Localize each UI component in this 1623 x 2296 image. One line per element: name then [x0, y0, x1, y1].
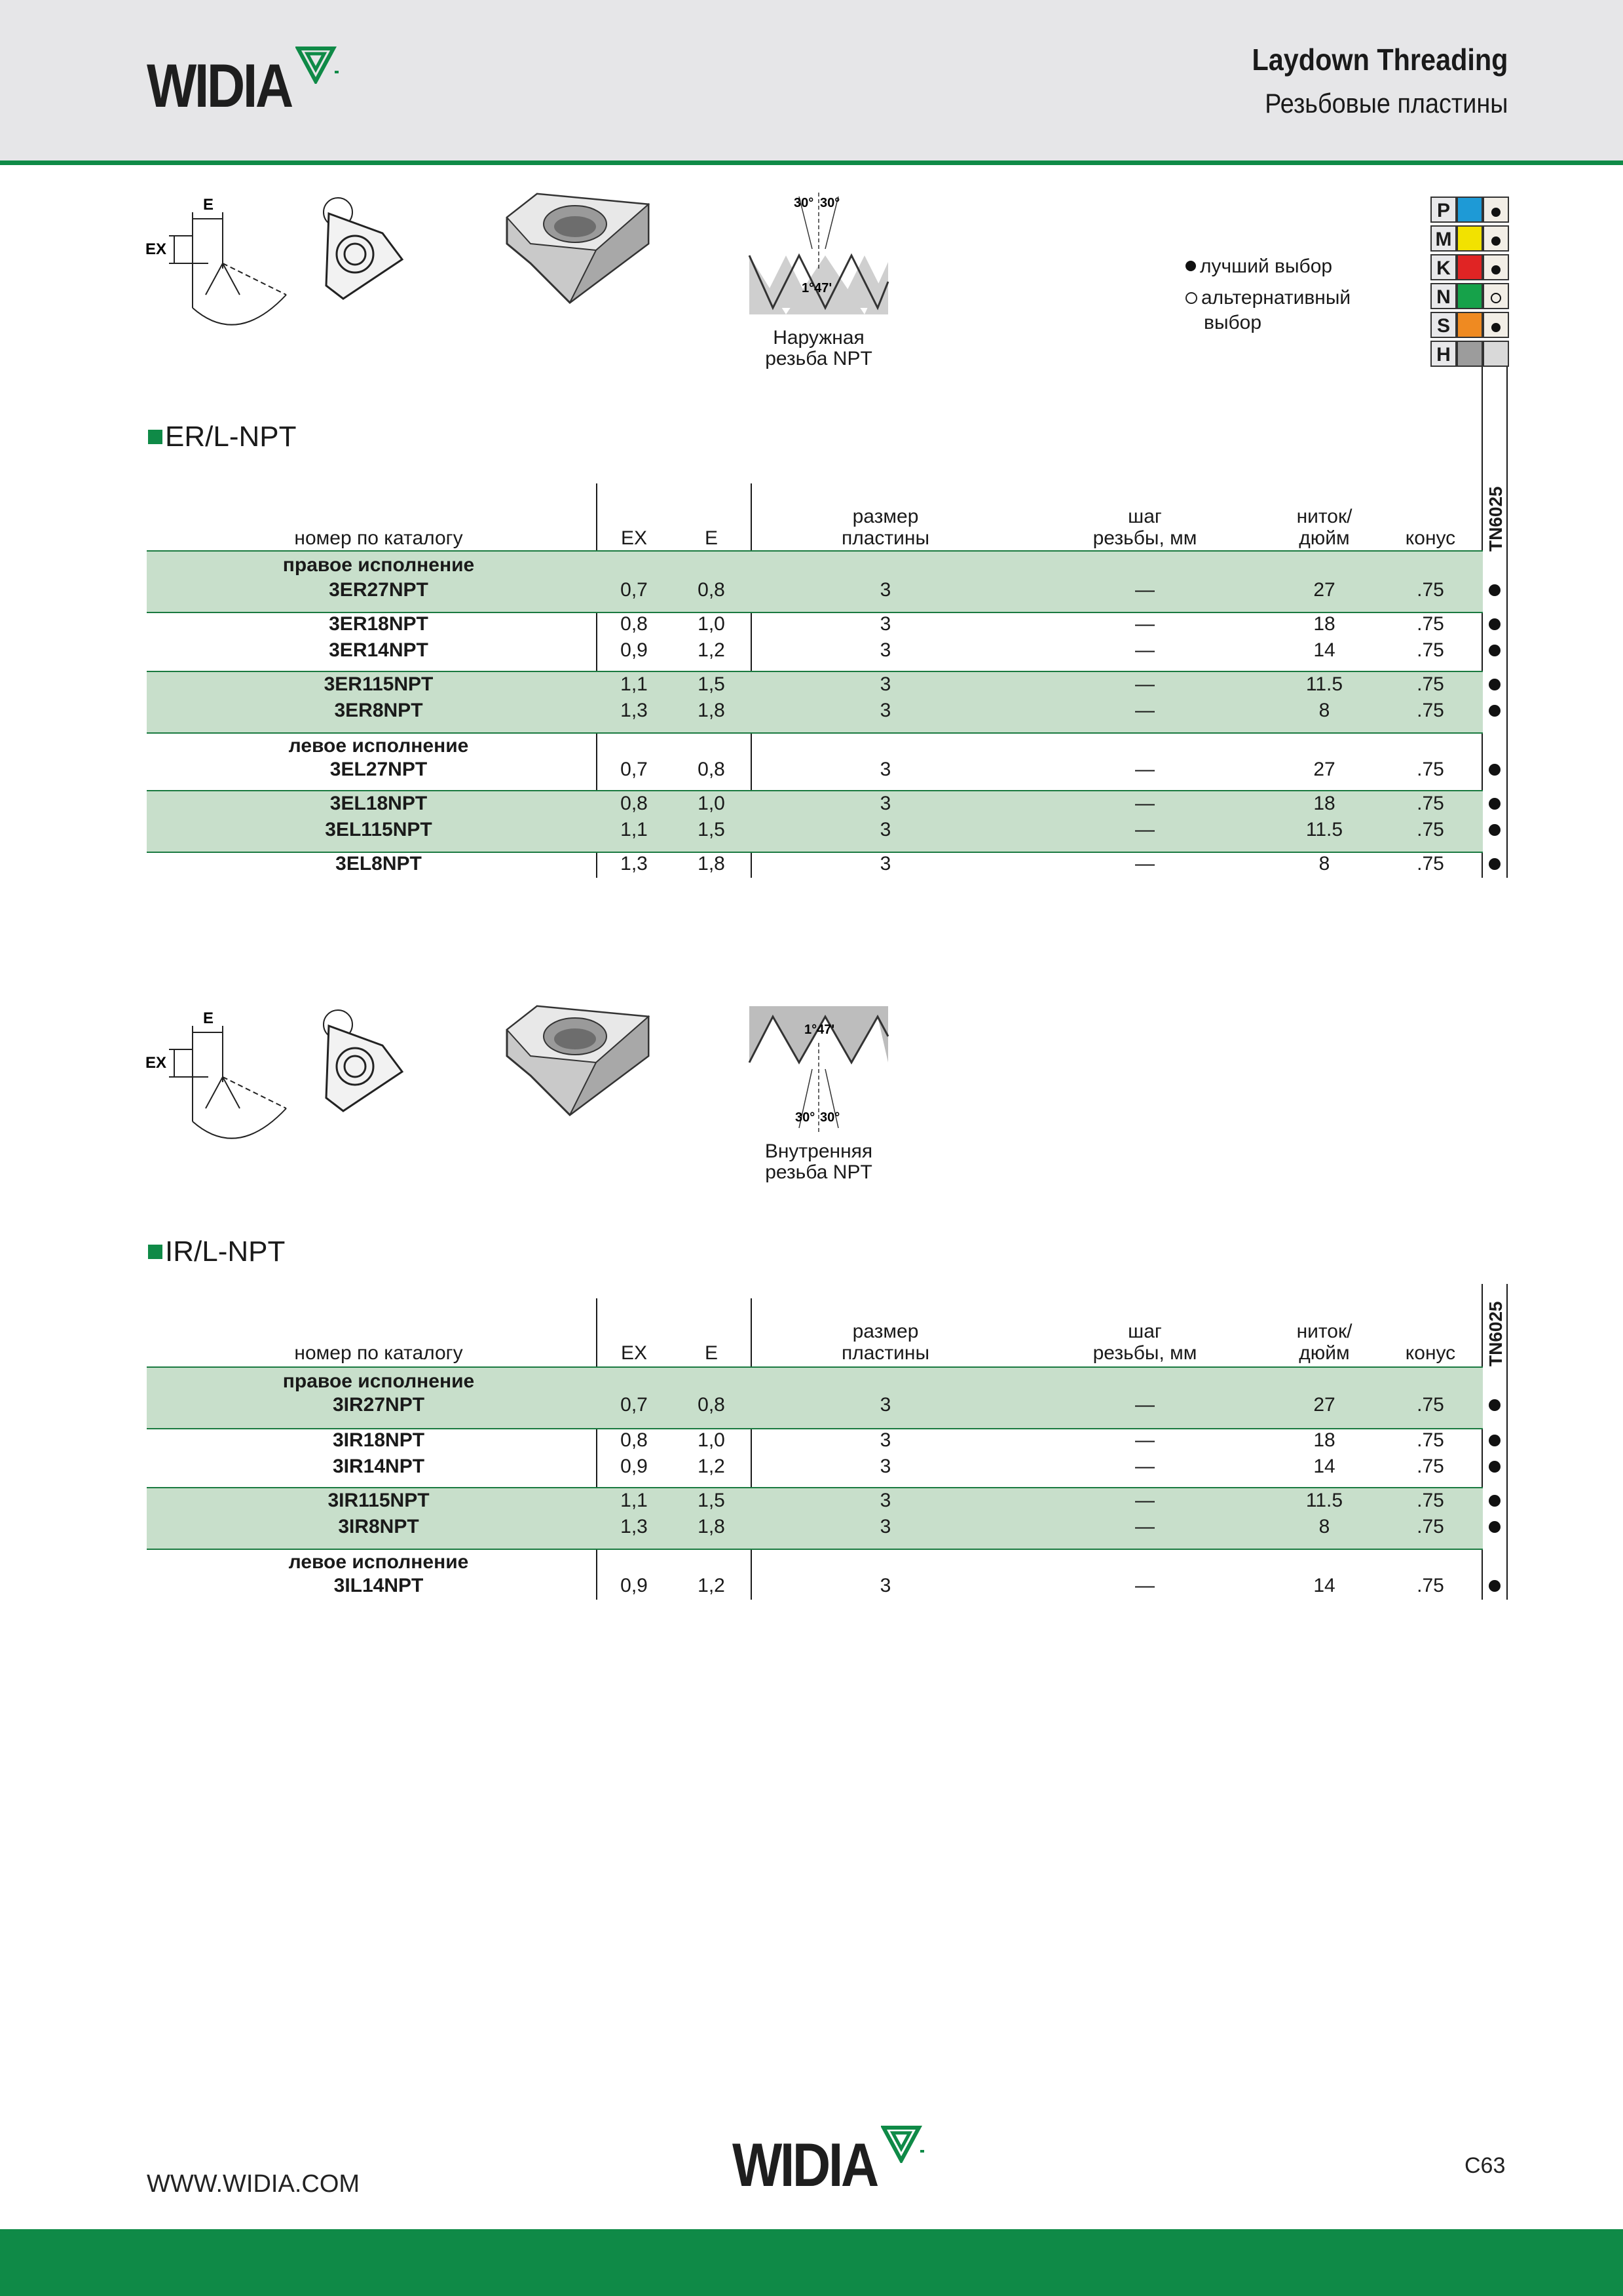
ex-value: 1,1 [620, 673, 648, 695]
column-header-ex: EX [620, 527, 648, 549]
insert-size: 3 [880, 853, 891, 875]
material-rating [1483, 225, 1509, 252]
ex-e-dimension-diagram [145, 1004, 296, 1148]
best-choice-icon [1491, 323, 1501, 332]
insert-size: 3 [880, 613, 891, 635]
e-value: 0,8 [698, 759, 725, 780]
e-value: 1,0 [698, 1429, 725, 1451]
catalog-number: 3IL14NPT [333, 1575, 424, 1596]
taper-value: .75 [1417, 700, 1444, 721]
thread-pitch: — [1135, 853, 1155, 875]
taper-value: .75 [1417, 819, 1444, 840]
insert-size: 3 [880, 639, 891, 661]
footer-url[interactable]: WWW.WIDIA.COM [147, 2170, 360, 2198]
catalog-number: 3EL18NPT [329, 793, 428, 814]
grade-availability-dot [1489, 1495, 1501, 1507]
e-value: 1,5 [698, 819, 725, 840]
grade-availability-dot [1489, 584, 1501, 596]
material-code: H [1430, 341, 1457, 367]
section-marker-icon [148, 1245, 162, 1259]
thread-pitch: — [1135, 1575, 1155, 1596]
legend-alternative: альтернативный выбор [1185, 286, 1351, 335]
thread-pitch: — [1135, 819, 1155, 840]
column-header-taper: конус [1405, 527, 1456, 549]
threads-per-inch: 14 [1313, 1575, 1335, 1596]
material-rating [1483, 341, 1509, 367]
ex-value: 1,1 [620, 819, 648, 840]
svg-text:1°47': 1°47' [802, 281, 832, 295]
handedness-label: правое исполнение [282, 1370, 475, 1392]
thread-pitch: — [1135, 613, 1155, 635]
legend-best: лучший выбор [1185, 254, 1332, 279]
thread-pitch: — [1135, 1516, 1155, 1537]
ex-value: 0,9 [620, 639, 648, 661]
thread-pitch: — [1135, 639, 1155, 661]
e-value: 1,0 [698, 613, 725, 635]
widia-logo-footer: WIDIA [732, 2134, 927, 2196]
material-code: P [1430, 197, 1457, 223]
material-code: M [1430, 225, 1457, 252]
e-value: 0,8 [698, 1394, 725, 1416]
catalog-number: 3ER14NPT [329, 639, 428, 661]
ex-value: 0,8 [620, 1429, 648, 1451]
grade-availability-dot [1489, 679, 1501, 690]
insert-3d-view [504, 1004, 652, 1118]
taper-value: .75 [1417, 759, 1444, 780]
ex-value: 0,9 [620, 1575, 648, 1596]
section-title-er: ER/L-NPT [148, 421, 296, 453]
insert-size: 3 [880, 1490, 891, 1511]
thread-pitch: — [1135, 673, 1155, 695]
catalog-number: 3EL115NPT [325, 819, 432, 840]
insert-size: 3 [880, 673, 891, 695]
ex-value: 1,3 [620, 700, 648, 721]
insert-size: 3 [880, 1394, 891, 1416]
column-header-tpi: ниток/ дюйм [1296, 1321, 1352, 1364]
e-value: 1,5 [698, 673, 725, 695]
catalog-number: 3IR14NPT [332, 1456, 425, 1477]
material-color-swatch [1457, 341, 1483, 367]
grade-column-header: TN6025 [1485, 486, 1506, 552]
grade-availability-dot [1489, 1399, 1501, 1411]
insert-3d-view [504, 191, 652, 306]
widia-triangle-icon [295, 45, 341, 84]
thread-pitch: — [1135, 579, 1155, 601]
threads-per-inch: 18 [1313, 613, 1335, 635]
svg-text:EX: EX [145, 240, 167, 258]
taper-value: .75 [1417, 1394, 1444, 1416]
material-rating [1483, 197, 1509, 223]
grade-availability-dot [1489, 705, 1501, 717]
svg-text:30°: 30° [795, 1110, 815, 1125]
svg-text:30°: 30° [794, 196, 814, 210]
column-header-e: E [704, 527, 718, 549]
material-color-swatch [1457, 312, 1483, 338]
insert-size: 3 [880, 1456, 891, 1477]
threads-per-inch: 27 [1313, 1394, 1335, 1416]
taper-value: .75 [1417, 1516, 1444, 1537]
handedness-label: правое исполнение [282, 554, 475, 576]
thread-pitch: — [1135, 793, 1155, 814]
ex-value: 0,9 [620, 1456, 648, 1477]
column-header-size: размер пластины [841, 1321, 930, 1364]
e-value: 1,8 [698, 1516, 725, 1537]
insert-top-view [317, 194, 415, 305]
material-code: N [1430, 283, 1457, 309]
grade-availability-dot [1489, 1435, 1501, 1446]
ex-e-dimension-diagram [145, 190, 296, 334]
footer-bar [0, 2229, 1623, 2296]
catalog-number: 3ER8NPT [334, 700, 423, 721]
threads-per-inch: 8 [1318, 1516, 1330, 1537]
external-thread-caption: Наружная резьба NPT [765, 327, 872, 369]
catalog-number: 3IR8NPT [338, 1516, 419, 1537]
ex-value: 0,7 [620, 1394, 648, 1416]
ex-value: 1,3 [620, 853, 648, 875]
e-value: 1,8 [698, 853, 725, 875]
grade-availability-dot [1489, 1461, 1501, 1473]
grade-availability-dot [1489, 824, 1501, 836]
insert-size: 3 [880, 1429, 891, 1451]
svg-text:EX: EX [145, 1054, 167, 1072]
catalog-number: 3EL27NPT [329, 759, 428, 780]
thread-pitch: — [1135, 1490, 1155, 1511]
threads-per-inch: 27 [1313, 579, 1335, 601]
threads-per-inch: 11.5 [1305, 819, 1343, 840]
column-header-catalog: номер по каталогу [294, 527, 463, 549]
material-group-grid [1430, 197, 1509, 369]
taper-value: .75 [1417, 793, 1444, 814]
material-code: S [1430, 312, 1457, 338]
external-thread-profile [747, 190, 891, 321]
grade-availability-dot [1489, 798, 1501, 810]
material-rating [1483, 283, 1509, 309]
threads-per-inch: 14 [1313, 1456, 1335, 1477]
material-color-swatch [1457, 197, 1483, 223]
column-header-pitch: шаг резьбы, мм [1092, 506, 1197, 549]
material-code: K [1430, 254, 1457, 280]
column-header-tpi: ниток/ дюйм [1296, 506, 1352, 549]
alternative-choice-icon [1491, 293, 1501, 303]
grade-availability-dot [1489, 1580, 1501, 1592]
catalog-number: 3ER115NPT [324, 673, 434, 695]
column-header-ex: EX [620, 1342, 648, 1364]
alternative-choice-icon [1185, 292, 1197, 304]
catalog-number: 3IR115NPT [327, 1490, 430, 1511]
insert-size: 3 [880, 700, 891, 721]
e-value: 1,2 [698, 639, 725, 661]
material-rating [1483, 254, 1509, 280]
e-value: 1,8 [698, 700, 725, 721]
column-header-catalog: номер по каталогу [294, 1342, 463, 1364]
threads-per-inch: 27 [1313, 759, 1335, 780]
thread-pitch: — [1135, 1456, 1155, 1477]
internal-thread-caption: Внутренняя резьба NPT [764, 1140, 873, 1183]
ex-value: 1,3 [620, 1516, 648, 1537]
thread-pitch: — [1135, 759, 1155, 780]
material-color-swatch [1457, 225, 1483, 252]
ex-value: 0,7 [620, 579, 648, 601]
threads-per-inch: 18 [1313, 1429, 1335, 1451]
ex-value: 0,8 [620, 793, 648, 814]
svg-text:1°47': 1°47' [804, 1023, 835, 1037]
catalog-number: 3EL8NPT [335, 853, 422, 875]
thread-pitch: — [1135, 700, 1155, 721]
material-color-swatch [1457, 283, 1483, 309]
taper-value: .75 [1417, 673, 1444, 695]
catalog-number: 3IR27NPT [332, 1394, 425, 1416]
material-color-swatch [1457, 254, 1483, 280]
page-subtitle: Резьбовые пластины [1264, 88, 1508, 119]
taper-value: .75 [1417, 613, 1444, 635]
threads-per-inch: 18 [1313, 793, 1335, 814]
column-header-taper: конус [1405, 1342, 1456, 1364]
best-choice-icon [1491, 265, 1501, 274]
e-value: 1,5 [698, 1490, 725, 1511]
taper-value: .75 [1417, 853, 1444, 875]
handedness-label: левое исполнение [288, 1551, 469, 1573]
taper-value: .75 [1417, 1456, 1444, 1477]
thread-pitch: — [1135, 1394, 1155, 1416]
threads-per-inch: 11.5 [1305, 1490, 1343, 1511]
thread-pitch: — [1135, 1429, 1155, 1451]
widia-triangle-icon [881, 2124, 927, 2163]
insert-size: 3 [880, 579, 891, 601]
threads-per-inch: 8 [1318, 700, 1330, 721]
section-title-ir: IR/L-NPT [148, 1235, 285, 1268]
svg-text:E: E [203, 1009, 214, 1027]
taper-value: .75 [1417, 1490, 1444, 1511]
taper-value: .75 [1417, 579, 1444, 601]
insert-size: 3 [880, 819, 891, 840]
grade-availability-dot [1489, 858, 1501, 870]
insert-size: 3 [880, 793, 891, 814]
catalog-number: 3ER27NPT [329, 579, 428, 601]
best-choice-icon [1491, 236, 1501, 246]
grade-column-header: TN6025 [1485, 1301, 1506, 1366]
grade-availability-dot [1489, 764, 1501, 776]
e-value: 1,0 [698, 793, 725, 814]
page-title: Laydown Threading [1251, 43, 1508, 77]
page-number: C63 [1464, 2153, 1506, 2178]
grade-availability-dot [1489, 645, 1501, 656]
insert-size: 3 [880, 1516, 891, 1537]
svg-text:30°: 30° [820, 196, 840, 210]
grade-availability-dot [1489, 618, 1501, 630]
threads-per-inch: 8 [1318, 853, 1330, 875]
e-value: 1,2 [698, 1575, 725, 1596]
section-marker-icon [148, 430, 162, 444]
taper-value: .75 [1417, 1575, 1444, 1596]
handedness-label: левое исполнение [288, 735, 469, 757]
catalog-number: 3IR18NPT [332, 1429, 425, 1451]
internal-thread-profile [747, 1004, 891, 1135]
column-header-e: E [704, 1342, 718, 1364]
catalog-number: 3ER18NPT [329, 613, 428, 635]
threads-per-inch: 11.5 [1305, 673, 1343, 695]
taper-value: .75 [1417, 1429, 1444, 1451]
grade-availability-dot [1489, 1521, 1501, 1533]
widia-logo: WIDIA [147, 55, 341, 117]
ex-value: 1,1 [620, 1490, 648, 1511]
e-value: 1,2 [698, 1456, 725, 1477]
best-choice-icon [1491, 208, 1501, 217]
ex-value: 0,7 [620, 759, 648, 780]
column-header-pitch: шаг резьбы, мм [1092, 1321, 1197, 1364]
material-rating [1483, 312, 1509, 338]
insert-size: 3 [880, 759, 891, 780]
threads-per-inch: 14 [1313, 639, 1335, 661]
insert-top-view [317, 1006, 415, 1118]
svg-text:30°: 30° [820, 1110, 840, 1125]
insert-size: 3 [880, 1575, 891, 1596]
e-value: 0,8 [698, 579, 725, 601]
best-choice-icon [1185, 261, 1196, 271]
taper-value: .75 [1417, 639, 1444, 661]
svg-text:E: E [203, 196, 214, 214]
ex-value: 0,8 [620, 613, 648, 635]
column-header-size: размер пластины [841, 506, 930, 549]
